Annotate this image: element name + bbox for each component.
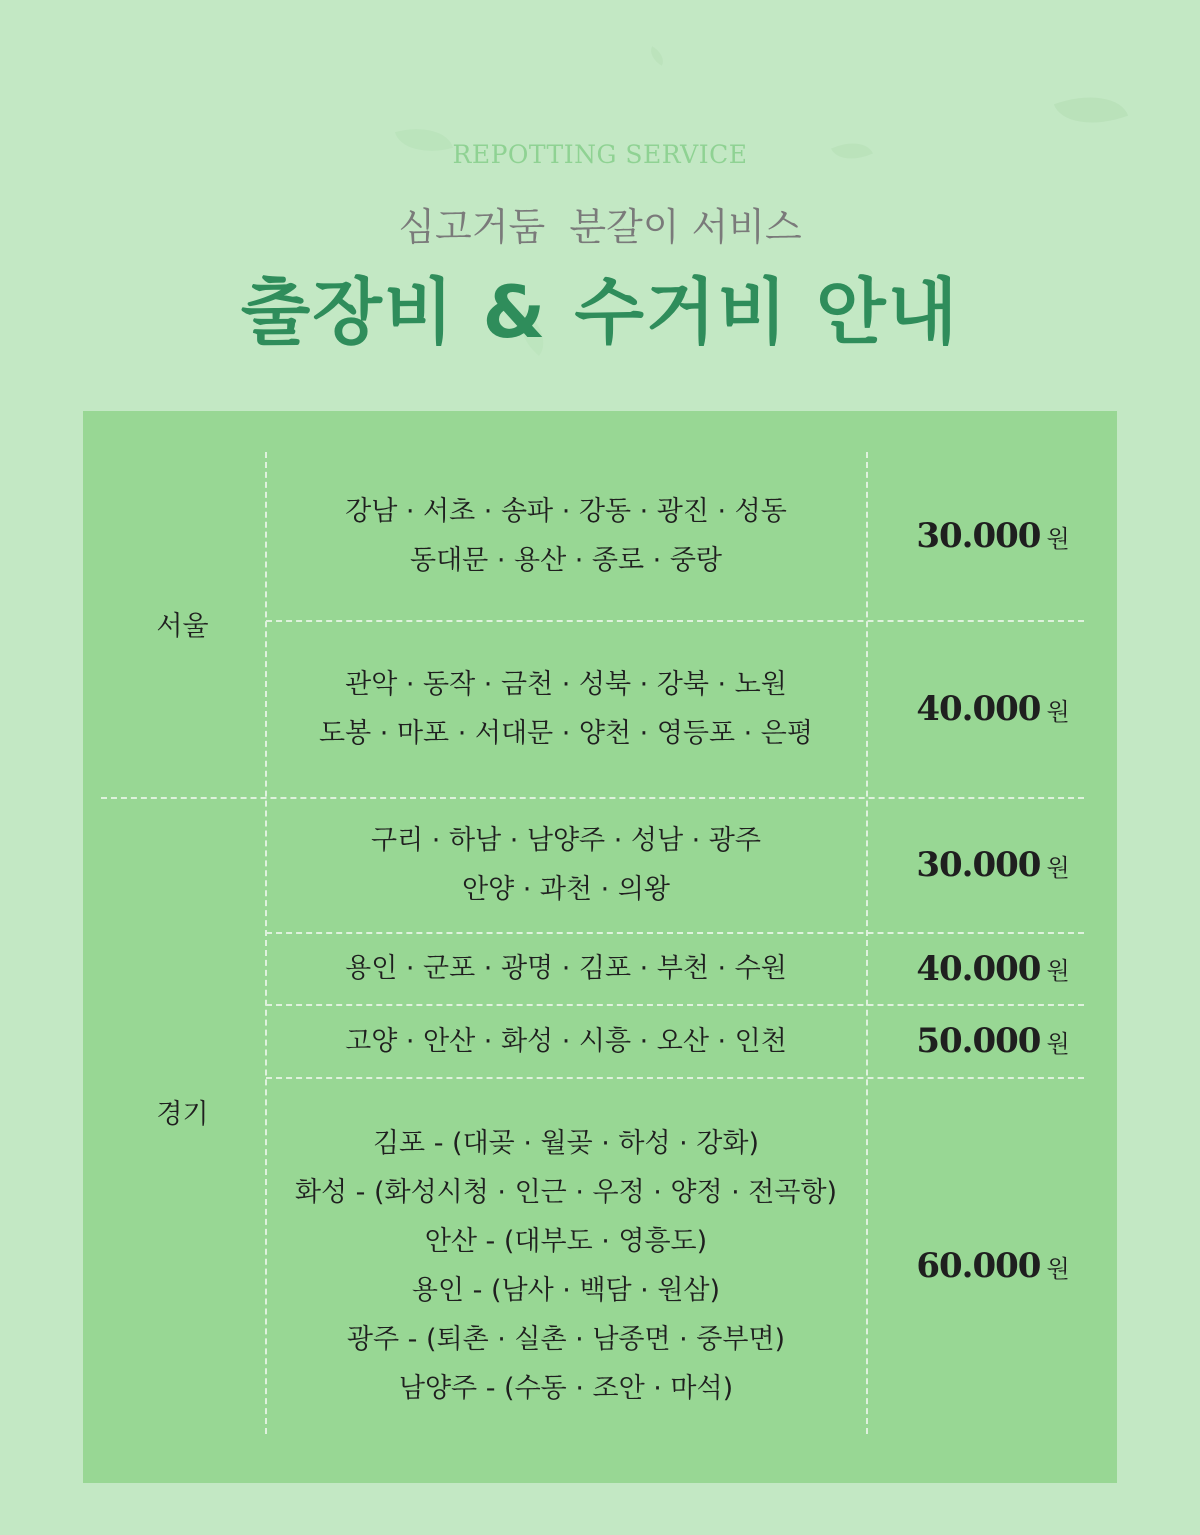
area-list [266,1078,866,1454]
price-value: 40.000 [916,689,1041,729]
area-list [266,798,866,932]
leaf-decoration [646,46,668,65]
region-label-gyeonggi: 경기 [156,1099,209,1130]
area-list [266,452,866,620]
price-unit: 원 [1046,957,1070,985]
eyebrow-text: REPOTTING SERVICE [452,140,748,169]
price-value: 30.000 [916,845,1041,885]
area-line: 용인 · 군포 · 광명 · 김포 · 부천 · 수원 [345,953,787,984]
leaf-decoration [1054,82,1128,138]
area-line: 구리 · 하남 · 남양주 · 성남 · 광주 [371,825,761,856]
area-line: 강남 · 서초 · 송파 · 강동 · 광진 · 성동 [345,496,787,527]
area-line: 화성 - (화성시청 · 인근 · 우정 · 양정 · 전곡항) [294,1177,838,1208]
area-list [266,621,866,797]
price-value: 40.000 [916,948,1041,989]
price-value: 30.000 [916,516,1041,556]
page-title: 출장비 & 수거비 안내 [240,270,960,354]
area-line: 남양주 - (수동 · 조안 · 마석) [398,1373,734,1404]
area-line: 광주 - (퇴촌 · 실촌 · 남종면 · 중부면) [346,1324,786,1355]
area-line: 관악 · 동작 · 금천 · 성북 · 강북 · 노원 [345,669,787,700]
price-cell [868,933,1118,1004]
page-subtitle: 심고거둠 분갈이 서비스 [398,205,802,249]
price-cell [868,621,1118,797]
area-line: 도봉 · 마포 · 서대문 · 양천 · 영등포 · 은평 [319,718,813,749]
area-line: 동대문 · 용산 · 종로 · 중랑 [410,545,722,576]
price-value: 60.000 [916,1246,1041,1286]
price-unit: 원 [1046,853,1070,882]
price-cell [868,798,1118,932]
price-unit: 원 [1046,1254,1070,1283]
area-list [266,933,866,1004]
area-line: 고양 · 안산 · 화성 · 시흥 · 오산 · 인천 [345,1025,787,1057]
price-unit: 원 [1046,524,1070,553]
price-unit: 원 [1046,1029,1070,1058]
region-label-seoul: 서울 [156,611,209,642]
price-cell [868,1078,1118,1454]
area-line: 용인 - (남사 · 백담 · 원삼) [411,1275,721,1306]
price-unit: 원 [1046,697,1070,726]
price-cell [868,1005,1118,1077]
area-line: 안산 - (대부도 · 영흥도) [424,1226,708,1257]
price-value: 50.000 [916,1021,1041,1061]
area-line: 김포 - (대곶 · 월곶 · 하성 · 강화) [372,1128,760,1159]
area-line: 안양 · 과천 · 의왕 [462,874,670,905]
area-list [266,1005,866,1077]
price-cell [868,452,1118,620]
